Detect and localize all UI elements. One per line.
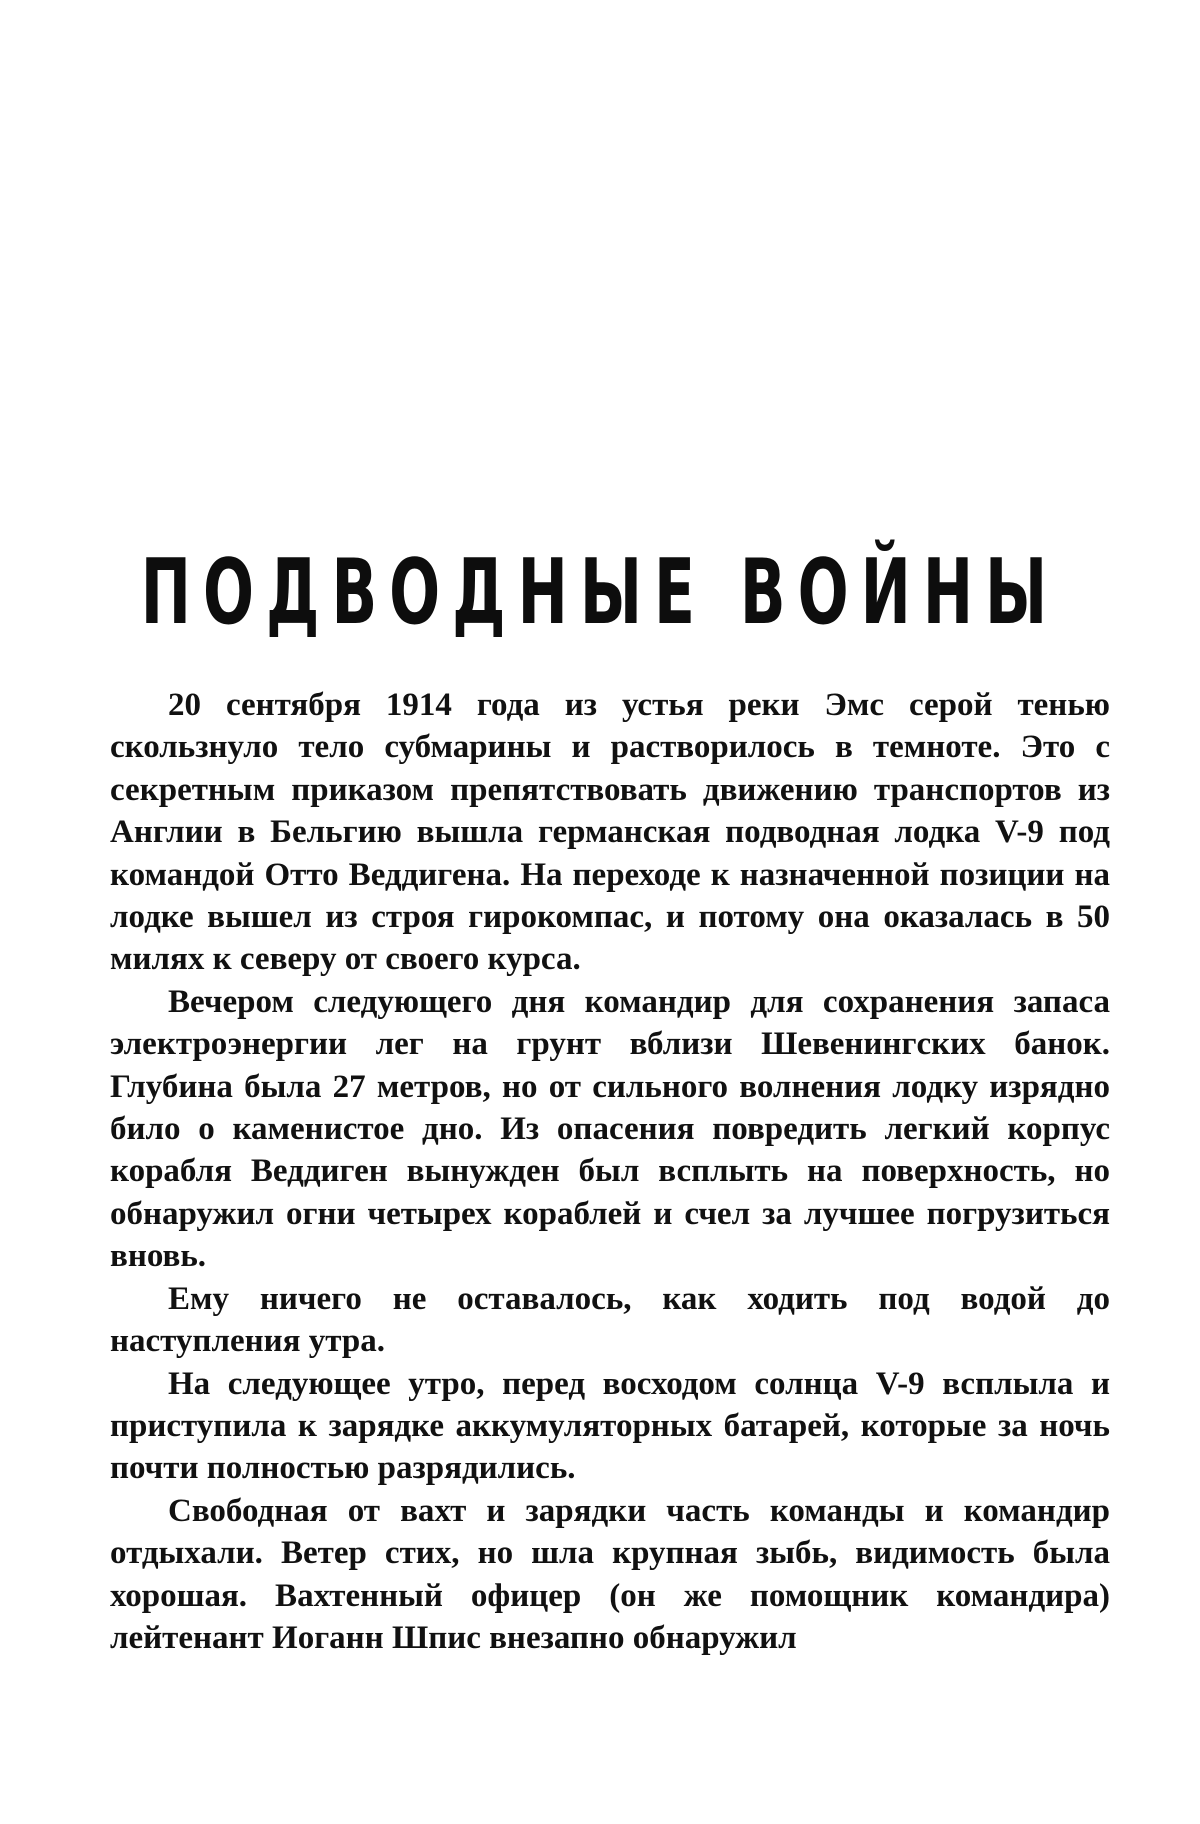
body-text xyxy=(110,684,1110,1659)
paragraph: Вечером следующего дня командир для сохранения запаса электроэнергии лег на грунт вблизи Шевенингских банок. Глубина была 27 метров, но от сильного волнения лодку изрядно било о каменистое дно. Из опасения повредить легкий корпус корабля Веддиген вынужден был всплыть на поверхность, но обнаружил огни четырех кораблей и счел за лучшее погрузиться вновь. xyxy=(110,983,1110,1275)
paragraph: Свободная от вахт и зарядки часть команды и командир отдыхали. Ветер стих, но шла крупная зыбь, видимость была хорошая. Вахтенный офицер (он же помощник командира) лейтенант Иоганн Шпис внезапно обнаружил xyxy=(110,1492,1110,1656)
chapter-title: ПОДВОДНЫЕ ВОЙНЫ xyxy=(140,540,1060,646)
paragraph: Ему ничего не оставалось, как ходить под водой до наступления утра. xyxy=(110,1280,1110,1360)
paragraph: 20 сентября 1914 года из устья реки Эмс серой тенью скользнуло тело субмарины и растворилось в темноте. Это с секретным приказом препятствовать движению транспортов из Англии в Бельгию вышла германская подводная лодка V-9 под командой Отто Веддигена. На переходе к назначенной позиции на лодке вышел из строя гирокомпас, и потому она оказалась в 50 милях к северу от своего курса. xyxy=(110,687,1110,978)
paragraph: На следующее утро, перед восходом солнца V-9 всплыла и приступила к зарядке аккумуляторных батарей, которые за ночь почти полностью разрядились. xyxy=(110,1365,1110,1487)
